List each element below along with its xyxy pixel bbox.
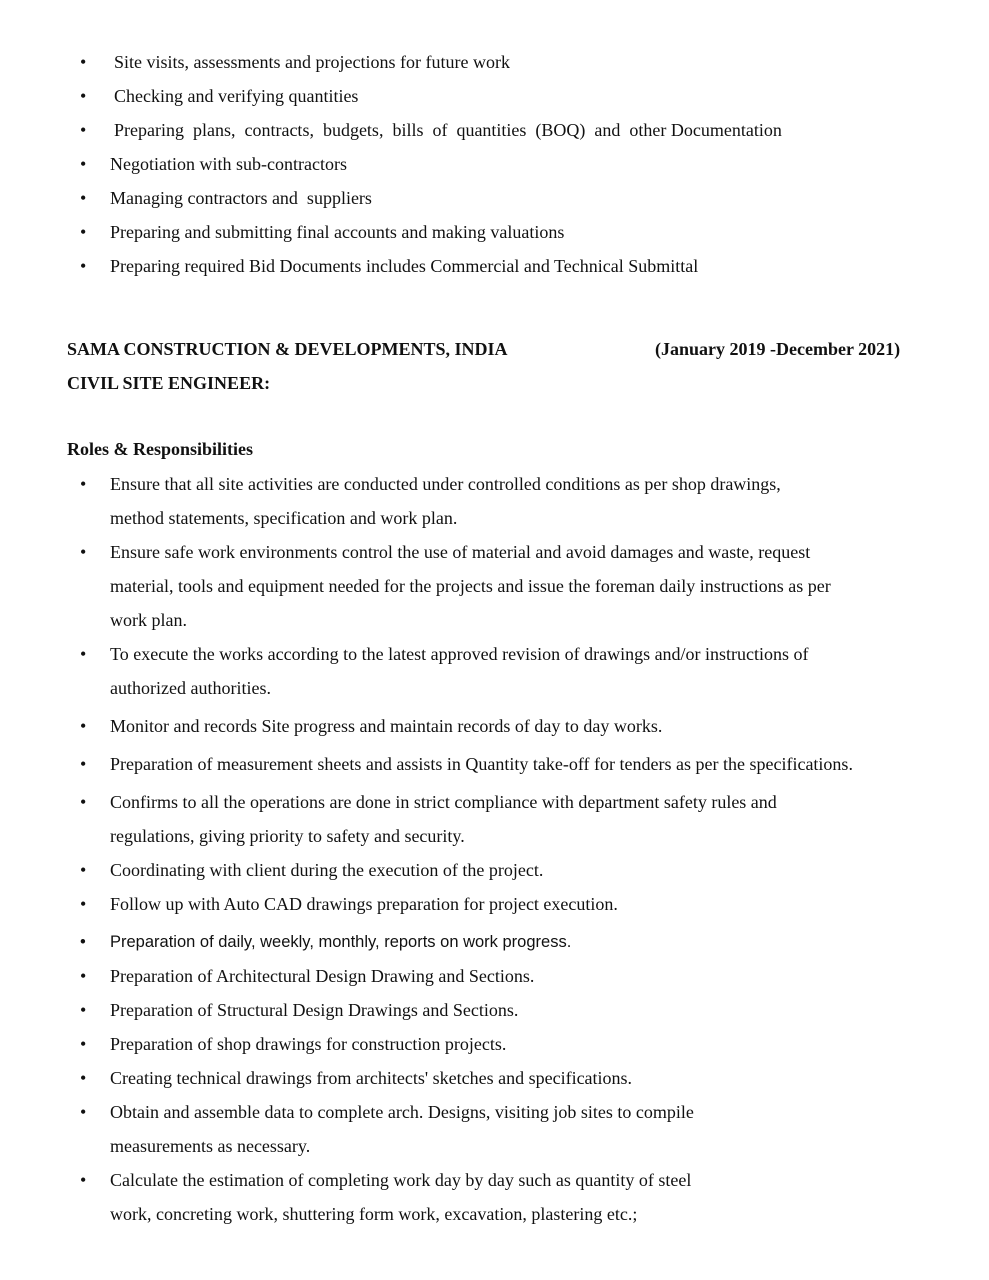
list-item: [0, 853, 989, 887]
list-item-line: To execute the works according to the latest approved revision of drawings and/or instructions of: [110, 644, 809, 664]
list-item-line: Preparation of shop drawings for construction projects.: [110, 1034, 507, 1054]
bullet-icon: •: [80, 1000, 87, 1020]
list-item: [0, 887, 989, 921]
list-item: [0, 1027, 989, 1061]
list-item-line: Monitor and records Site progress and maintain records of day to day works.: [110, 716, 663, 736]
list-item-text: Checking and verifying quantities: [114, 86, 359, 106]
list-item-line: Ensure that all site activities are conducted under controlled conditions as per shop drawings,: [110, 474, 781, 494]
list-item-line: Calculate the estimation of completing work day by day such as quantity of steel: [110, 1170, 692, 1190]
bullet-icon: •: [80, 792, 87, 812]
bullet-icon: •: [80, 222, 87, 242]
bullet-icon: •: [80, 256, 87, 276]
list-item: [0, 709, 989, 743]
list-item: [0, 925, 989, 959]
duties-list: [0, 45, 989, 283]
list-item: [0, 215, 989, 249]
list-item-line: material, tools and equipment needed for the projects and issue the foreman daily instructions as per: [110, 576, 831, 596]
bullet-icon: •: [80, 474, 87, 494]
list-item: [0, 637, 989, 705]
bullet-icon: •: [80, 154, 87, 174]
list-item: [0, 1061, 989, 1095]
list-item-text: Preparing plans, contracts, budgets, bills of quantities (BOQ) and other Documentation: [114, 120, 782, 140]
list-item-line: method statements, specification and work plan.: [110, 508, 458, 528]
list-item-line: regulations, giving priority to safety and security.: [110, 826, 465, 846]
list-item-text: Preparing and submitting final accounts and making valuations: [110, 222, 565, 242]
company-name: SAMA CONSTRUCTION & DEVELOPMENTS, INDIA: [67, 339, 508, 359]
bullet-icon: •: [80, 1034, 87, 1054]
list-item-line: Preparation of Architectural Design Drawing and Sections.: [110, 966, 535, 986]
list-item: [0, 1163, 989, 1231]
bullet-icon: •: [80, 52, 87, 72]
bullet-icon: •: [80, 1170, 87, 1190]
bullet-icon: •: [80, 644, 87, 664]
list-item-line: Preparation of measurement sheets and assists in Quantity take-off for tenders as per the specifications.: [110, 754, 853, 774]
bullet-icon: •: [80, 120, 87, 140]
list-item: [0, 785, 989, 853]
job-title: CIVIL SITE ENGINEER:: [67, 373, 271, 393]
list-item-line: Ensure safe work environments control the use of material and avoid damages and waste, request: [110, 542, 811, 562]
list-item-text: Preparing required Bid Documents includes Commercial and Technical Submittal: [110, 256, 699, 276]
list-item-line: Preparation of daily, weekly, monthly, reports on work progress.: [110, 933, 572, 951]
list-item-line: Confirms to all the operations are done in strict compliance with department safety rules and: [110, 792, 777, 812]
list-item: [0, 467, 989, 535]
list-item-line: Obtain and assemble data to complete arch. Designs, visiting job sites to compile: [110, 1102, 694, 1122]
bullet-icon: •: [80, 933, 86, 951]
list-item: [0, 959, 989, 993]
list-item-line: measurements as necessary.: [110, 1136, 311, 1156]
list-item: [0, 535, 989, 637]
bullet-icon: •: [80, 1102, 87, 1122]
list-item: [0, 249, 989, 283]
list-item-line: work plan.: [110, 610, 187, 630]
list-item-text: Managing contractors and suppliers: [110, 188, 372, 208]
list-item: [0, 747, 989, 781]
list-item: [0, 113, 989, 147]
list-item: [0, 993, 989, 1027]
bullet-icon: •: [80, 860, 87, 880]
list-item: [0, 45, 989, 79]
list-item-line: Coordinating with client during the execution of the project.: [110, 860, 544, 880]
list-item-line: work, concreting work, shuttering form work, excavation, plastering etc.;: [110, 1204, 638, 1224]
list-item-line: Creating technical drawings from architects' sketches and specifications.: [110, 1068, 633, 1088]
list-item-line: Preparation of Structural Design Drawings and Sections.: [110, 1000, 519, 1020]
list-item-text: Negotiation with sub-contractors: [110, 154, 347, 174]
bullet-icon: •: [80, 894, 87, 914]
section-heading: Roles & Responsibilities: [67, 439, 254, 459]
bullet-icon: •: [80, 1068, 87, 1088]
list-item: [0, 147, 989, 181]
bullet-icon: •: [80, 966, 87, 986]
list-item-line: Follow up with Auto CAD drawings preparation for project execution.: [110, 894, 618, 914]
employment-dates: (January 2019 -December 2021): [655, 339, 901, 359]
list-item-line: authorized authorities.: [110, 678, 271, 698]
bullet-icon: •: [80, 754, 87, 774]
bullet-icon: •: [80, 86, 87, 106]
list-item: [0, 1095, 989, 1163]
bullet-icon: •: [80, 188, 87, 208]
list-item-text: Site visits, assessments and projections for future work: [114, 52, 510, 72]
list-item: [0, 181, 989, 215]
list-item: [0, 79, 989, 113]
responsibilities-list: [0, 467, 989, 1231]
bullet-icon: •: [80, 716, 87, 736]
bullet-icon: •: [80, 542, 87, 562]
